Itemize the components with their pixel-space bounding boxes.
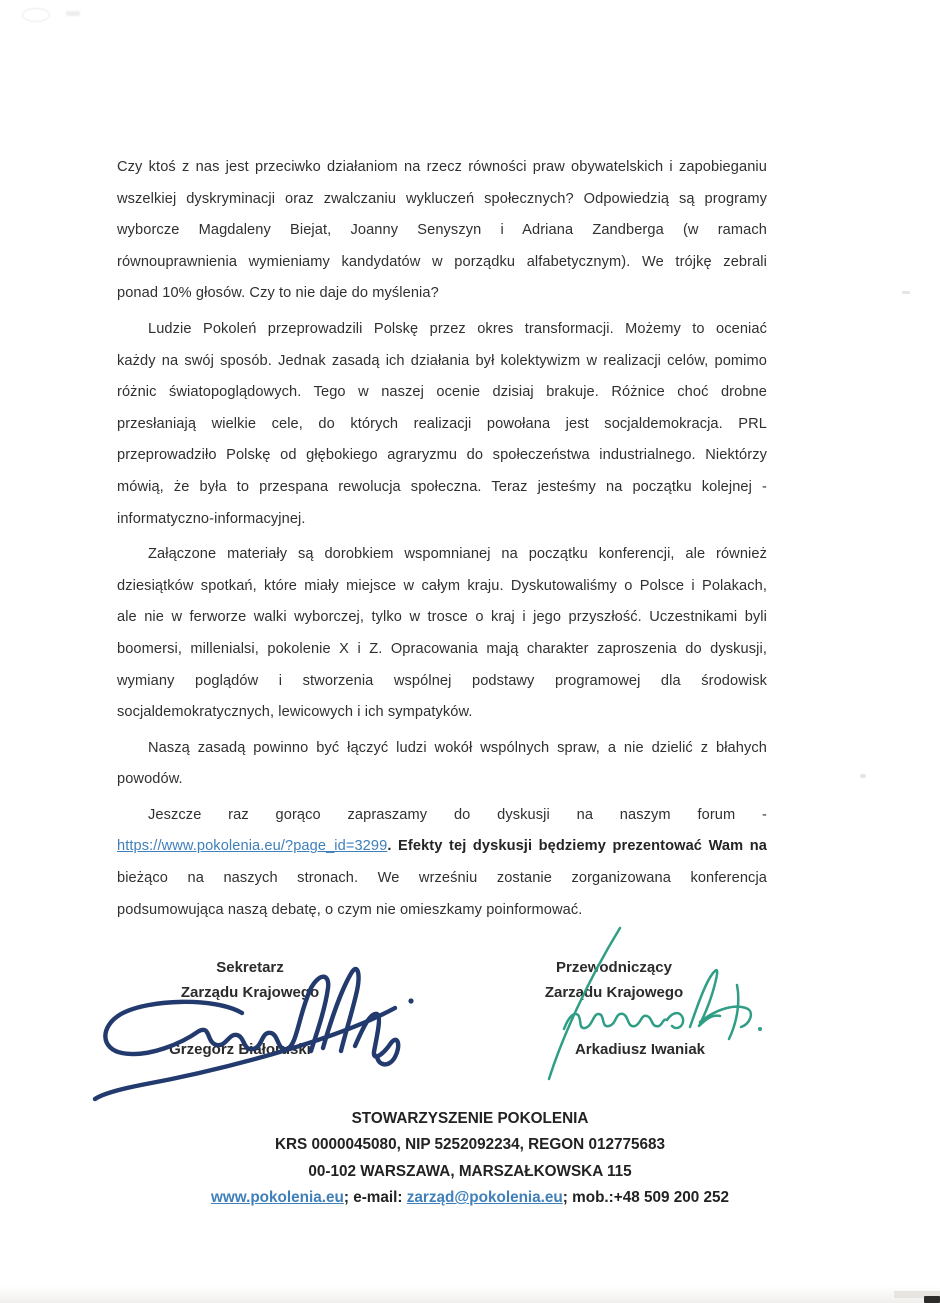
text-line: ponad 10% głosów. Czy to nie daje do myślenia? <box>117 285 439 302</box>
text-line: wszelkiej dyskryminacji oraz zwalczaniu wykluczeń społecznych? Odpowiedzią są programy <box>117 190 767 207</box>
website-link[interactable]: www.pokolenia.eu <box>210 1189 344 1207</box>
text-segment: . Efekty tej dyskusji będziemy prezentować Wam na <box>387 838 767 855</box>
signer-name-left: Grzegorz Białoruski <box>169 1041 311 1058</box>
scan-speck <box>860 774 866 778</box>
text-line: Ludzie Pokoleń przeprowadzili Polskę przez okres transformacji. Możemy to oceniać <box>148 320 767 337</box>
text-line: wyborcze Magdaleny Biejat, Joanny Senyszyn i Adriana Zandberga (w ramach <box>117 222 767 239</box>
scan-corner-mark <box>924 1296 940 1303</box>
text-line: Naszą zasadą powinno być łączyć ludzi wokół wspólnych spraw, a nie dzielić z błahych <box>148 739 767 756</box>
paragraph <box>117 152 767 310</box>
paragraph <box>117 800 767 926</box>
text-line: socjaldemokratycznych, lewicowych i ich sympatyków. <box>117 704 473 721</box>
paragraph <box>117 733 767 796</box>
paragraph <box>117 314 767 535</box>
signer-name-right: Arkadiusz Iwaniak <box>574 1041 706 1058</box>
text-line: powodów. <box>117 771 183 788</box>
text-line: mówią, że była to przespana rewolucja społeczna. Teraz jesteśmy na początku kolejnej - <box>117 478 767 495</box>
email-label: ; e-mail: <box>343 1189 407 1207</box>
signature-role-left <box>140 955 360 1005</box>
org-address: 00-102 WARSZAWA, MARSZAŁKOWSKA 115 <box>308 1162 632 1180</box>
role-title: Przewodniczący <box>556 959 672 976</box>
scan-speck <box>902 291 910 294</box>
org-name: STOWARZYSZENIE POKOLENIA <box>351 1110 589 1127</box>
role-subtitle: Zarządu Krajowego <box>180 984 320 1001</box>
text-line: bieżąco na naszych stronach. We wrześniu zostanie zorganizowana konferencja <box>117 870 767 887</box>
text-line: informatyczno-informacyjnej. <box>117 510 306 527</box>
text-line: Czy ktoś z nas jest przeciwko działaniom na rzecz równości praw obywatelskich i zapobieganiu <box>117 159 767 175</box>
org-registry-numbers: KRS 0000045080, NIP 5252092234, REGON 012775683 <box>274 1136 666 1154</box>
text-line: ale nie w ferworze walki wyborczej, tylko w trosce o kraj i jego przyszłość. Uczestnikami byli <box>117 609 767 626</box>
letter-body <box>117 152 767 926</box>
text-line: przesłaniają wielkie cele, do których realizacji powołana jest socjaldemokracja. PRL <box>117 415 767 432</box>
text-line: Jeszcze raz gorąco zapraszamy do dyskusji na naszym forum - <box>148 806 767 823</box>
scan-smudge <box>66 11 80 16</box>
text-line <box>117 831 767 863</box>
text-line: wymiany poglądów i stworzenia wspólnej podstawy programowej dla środowisk <box>117 672 767 689</box>
text-line: boomersi, millenialsi, pokolenie X i Z. Opracowania mają charakter zaproszenia do dyskusji, <box>117 640 767 657</box>
text-line: różnic światopoglądowych. Tego w naszej ocenie dzisiaj brakuje. Różnice choć drobne <box>117 384 767 401</box>
text-line: dziesiątków spotkań, które miały miejsce w całym kraju. Dyskutowaliśmy o Polsce i Polakach, <box>117 577 767 594</box>
paragraph <box>117 539 767 729</box>
text-line: podsumowująca naszą debatę, o czym nie omieszkamy poinformować. <box>117 901 583 918</box>
text-line: każdy na swój sposób. Jednak zasadą ich działania był kolektywizm w realizacji celów, pomimo <box>117 352 767 369</box>
text-line: równouprawnienia wymieniamy kandydatów w porządku alfabetycznym). We trójkę zebrali <box>117 253 767 270</box>
email-link[interactable]: zarząd@pokolenia.eu <box>406 1189 563 1207</box>
org-contact-line <box>0 1185 940 1211</box>
scan-smudge <box>22 8 50 22</box>
footer <box>0 1106 940 1212</box>
forum-link[interactable]: https://www.pokolenia.eu/?page_id=3299 <box>117 838 388 855</box>
scan-edge-shadow <box>0 1286 940 1303</box>
phone-number: ; mob.:+48 509 200 252 <box>562 1189 730 1207</box>
text-line: Załączone materiały są dorobkiem wspomnianej na początku konferencji, ale również <box>148 546 767 563</box>
signature-role-right <box>504 955 724 1005</box>
text-line: przeprowadziło Polskę od głębokiego agraryzmu do społeczeństwa industrialnego. Niektórzy <box>117 447 767 464</box>
role-subtitle: Zarządu Krajowego <box>544 984 684 1001</box>
role-title: Sekretarz <box>216 959 284 976</box>
